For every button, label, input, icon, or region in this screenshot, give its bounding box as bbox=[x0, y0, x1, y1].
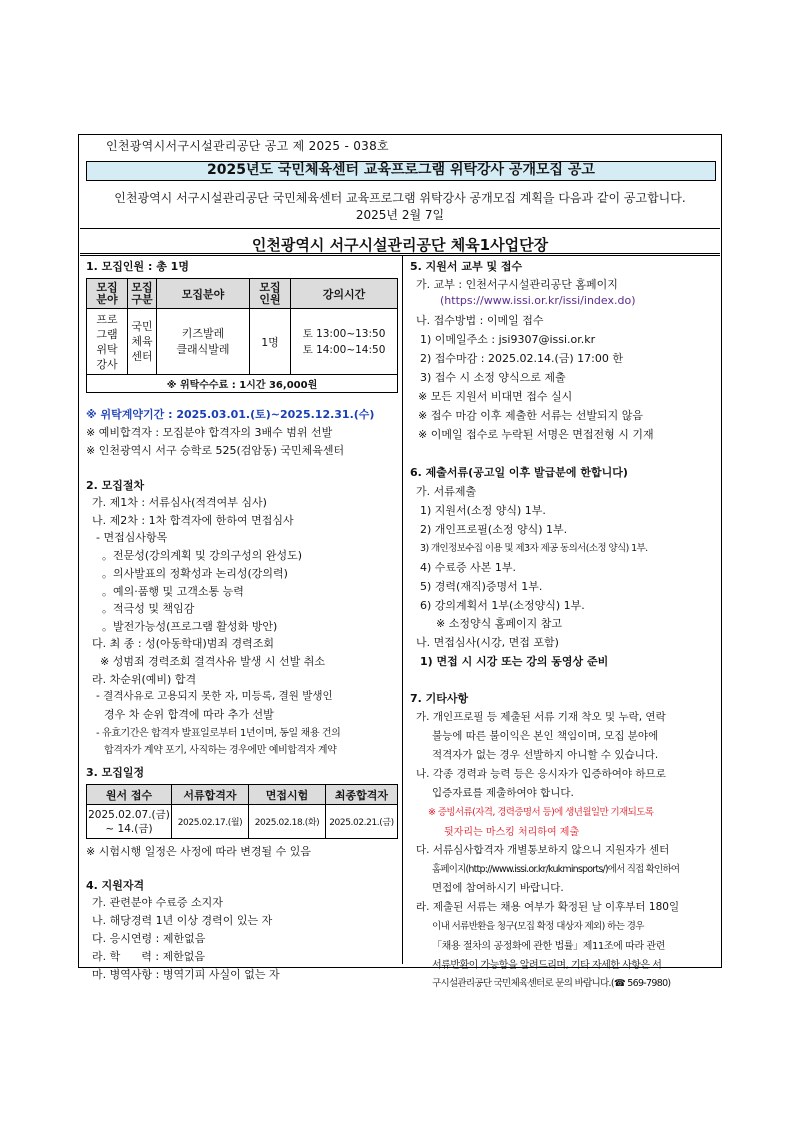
text-line: 불능에 따른 불이익은 본인 책임이며, 모집 분야에 bbox=[432, 730, 659, 742]
text-line: 나. 해당경력 1년 이상 경력이 있는 자 bbox=[92, 914, 273, 927]
text-line: 구시설관리공단 국민체육센터로 문의 바랍니다.(☎ 569-7980) bbox=[432, 978, 671, 989]
column-divider bbox=[402, 256, 403, 964]
contract-period: ※ 위탁계약기간 : 2025.03.01.(토)~2025.12.31.(수) bbox=[86, 408, 375, 421]
warning-line: 뒷자리는 마스킹 처리하여 제출 bbox=[444, 827, 580, 838]
text-line: 。발전가능성(프로그램 활성화 방안) bbox=[102, 620, 278, 633]
text-line: 。의사발표의 정확성과 논리성(강의력) bbox=[102, 567, 288, 580]
text-line: 라. 차순위(예비) 합격 bbox=[92, 673, 197, 686]
homepage-link[interactable]: (https://www.issi.or.kr/issi/index.do) bbox=[440, 294, 636, 307]
table-cell: 2025.02.21.(금) bbox=[326, 805, 398, 839]
text-line: ※ 모든 지원서 비대면 접수 실시 bbox=[418, 390, 573, 403]
section-heading: 3. 모집일정 bbox=[86, 766, 145, 779]
text-line: 경우 차 순위 합격에 따라 추가 선발 bbox=[104, 708, 274, 721]
text-line: 6) 강의계획서 1부(소정양식) 1부. bbox=[420, 599, 585, 612]
text-line: 마. 병역사항 : 병역기피 사실이 없는 자 bbox=[92, 968, 280, 981]
text-line: 。예의·품행 및 고객소통 능력 bbox=[102, 585, 244, 598]
table-header: 모집분야 bbox=[157, 279, 250, 309]
text-line: 1) 면접 시 시강 또는 강의 동영상 준비 bbox=[420, 655, 609, 668]
text-line: 나. 면접심사(시강, 면접 포함) bbox=[416, 636, 559, 649]
intro-text: 인천광역시 서구시설관리공단 국민체육센터 교육프로그램 위탁강사 공개모집 계획을 다음과 같이 공고합니다. bbox=[114, 191, 686, 205]
table-header: 면접시험 bbox=[249, 785, 326, 805]
table-cell: 국민 체육 센터 bbox=[128, 309, 157, 375]
table-cell: 토 13:00~13:50 토 14:00~14:50 bbox=[291, 309, 398, 375]
text-line: 나. 제2차 : 1차 합격자에 한하여 면접심사 bbox=[92, 514, 294, 527]
section-heading: 6. 제출서류(공고일 이후 발급분에 한합니다) bbox=[410, 466, 628, 479]
text-line: ※ 성범죄 경력조회 결격사유 발생 시 선발 취소 bbox=[100, 655, 325, 668]
table-header: 강의시간 bbox=[291, 279, 398, 309]
text-line: 3) 개인정보수집 이용 및 제3자 제공 동의서(소정 양식) 1부. bbox=[420, 543, 648, 554]
text-line: 3) 접수 시 소정 양식으로 제출 bbox=[420, 371, 566, 384]
text-line: 1) 이메일주소 : jsi9307@issi.or.kr bbox=[420, 333, 596, 346]
section-heading: 4. 지원자격 bbox=[86, 879, 145, 892]
section-heading: 2. 모집절차 bbox=[86, 479, 145, 492]
text-line: 다. 응시연령 : 제한없음 bbox=[92, 932, 206, 945]
table-cell: 2025.02.07.(금) ~ 14.(금) bbox=[87, 805, 172, 839]
section-heading: 1. 모집인원 : 총 1명 bbox=[86, 260, 189, 273]
schedule-table bbox=[86, 784, 398, 839]
text-line: 1) 지원서(소정 양식) 1부. bbox=[420, 504, 546, 517]
divider bbox=[80, 228, 720, 229]
text-line: 가. 제1차 : 서류심사(적격여부 심사) bbox=[92, 496, 267, 509]
section-heading: 7. 기타사항 bbox=[410, 692, 469, 705]
table-cell: 2025.02.18.(화) bbox=[249, 805, 326, 839]
text-line: 가. 교부 : 인천서구시설관리공단 홈페이지 bbox=[416, 278, 618, 291]
text-line: - 결격사유로 고용되지 못한 자, 미등록, 결원 발생인 bbox=[96, 690, 333, 702]
notice-date: 2025년 2월 7일 bbox=[355, 208, 445, 222]
text-line: - 면접심사항목 bbox=[96, 531, 168, 544]
note-line: ※ 예비합격자 : 모집분야 합격자의 3배수 범위 선발 bbox=[86, 426, 333, 439]
text-line: ※ 소정양식 홈페이지 참고 bbox=[436, 617, 562, 630]
divider bbox=[80, 253, 720, 256]
text-line: ※ 이메일 접수로 누락된 서명은 면접전형 시 기재 bbox=[418, 428, 654, 441]
text-line: 라. 학 력 : 제한없음 bbox=[92, 950, 206, 963]
fee-cell: ※ 위탁수수료 : 1시간 36,000원 bbox=[87, 375, 398, 393]
text-line: 5) 경력(재직)증명서 1부. bbox=[420, 580, 543, 593]
notice-number: 인천광역시서구시설관리공단 공고 제 2025 - 038호 bbox=[106, 139, 389, 153]
text-line: 면접에 참여하시기 바랍니다. bbox=[432, 882, 564, 894]
text-line: 다. 서류심사합격자 개별통보하지 않으니 지원자가 센터 bbox=[416, 844, 670, 856]
table-cell: 2025.02.17.(월) bbox=[172, 805, 249, 839]
text-line: ※ 접수 마감 이후 제출한 서류는 선발되지 않음 bbox=[418, 409, 643, 422]
text-line: 서류반환이 가능함을 알려드리며, 기타 자세한 사항은 서 bbox=[432, 960, 662, 971]
table-cell: 프로 그램 위탁 강사 bbox=[87, 309, 128, 375]
text-line: 가. 서류제출 bbox=[416, 485, 477, 498]
text-line: 4) 수료증 사본 1부. bbox=[420, 561, 517, 574]
text-line: 「채용 절차의 공정화에 관한 법률」제11조에 따라 관련 bbox=[432, 941, 665, 952]
table-header: 모집 인원 bbox=[250, 279, 291, 309]
text-line: 홈페이지(http://www.issi.or.kr/kukminsports/)에서 직접 확인하여 bbox=[432, 864, 680, 875]
organization-name: 인천광역시 서구시설관리공단 체육1사업단장 bbox=[251, 236, 549, 254]
text-line: 2) 접수마감 : 2025.02.14.(금) 17:00 한 bbox=[420, 352, 623, 365]
text-line: 다. 최 종 : 성(아동학대)범죄 경력조회 bbox=[92, 637, 275, 650]
text-line: 가. 개인프로필 등 제출된 서류 기재 착오 및 누락, 연락 bbox=[416, 711, 666, 723]
text-line: 가. 관련분야 수료증 소지자 bbox=[92, 896, 223, 909]
text-line: 。전문성(강의계획 및 강의구성의 완성도) bbox=[102, 549, 303, 562]
warning-line: ※ 증빙서류(자격, 경력증명서 등)에 생년월일만 기재되도록 bbox=[428, 807, 654, 818]
text-line: 이내 서류반환을 청구(모집 확정 대상자 제외) 하는 경우 bbox=[432, 921, 644, 932]
text-line: 적격자가 없는 경우 선발하지 아니할 수 있습니다. bbox=[432, 749, 659, 761]
page-title: 2025년도 국민체육센터 교육프로그램 위탁강사 공개모집 공고 bbox=[86, 161, 716, 181]
text-line: 합격자가 계약 포기, 사직하는 경우에만 예비합격자 계약 bbox=[104, 745, 337, 756]
table-header: 원서 접수 bbox=[87, 785, 172, 805]
table-header: 모집 구분 bbox=[128, 279, 157, 309]
text-line: 라. 제출된 서류는 채용 여부가 확정된 날 이후부터 180일 bbox=[416, 901, 680, 913]
note-line: ※ 시험시행 일정은 사정에 따라 변경될 수 있음 bbox=[86, 845, 311, 858]
note-line: ※ 인천광역시 서구 승학로 525(검암동) 국민체육센터 bbox=[86, 444, 345, 457]
recruit-table bbox=[86, 278, 398, 393]
text-line: 입증자료를 제출하여야 합니다. bbox=[432, 787, 574, 799]
text-line: 2) 개인프로필(소정 양식) 1부. bbox=[420, 523, 568, 536]
table-cell: 1명 bbox=[250, 309, 291, 375]
text-line: 나. 접수방법 : 이메일 접수 bbox=[416, 314, 544, 327]
text-line: 。적극성 및 책임감 bbox=[102, 602, 195, 615]
table-header: 서류합격자 bbox=[172, 785, 249, 805]
text-line: - 유효기간은 합격자 발표일로부터 1년이며, 동일 채용 건의 bbox=[96, 728, 341, 739]
table-header: 최종합격자 bbox=[326, 785, 398, 805]
table-header: 모집 분야 bbox=[87, 279, 128, 309]
text-line: 나. 각종 경력과 능력 등은 응시자가 입증하여야 하므로 bbox=[416, 768, 666, 780]
section-heading: 5. 지원서 교부 및 접수 bbox=[410, 260, 523, 273]
table-cell: 키즈발레 클래식발레 bbox=[157, 309, 250, 375]
